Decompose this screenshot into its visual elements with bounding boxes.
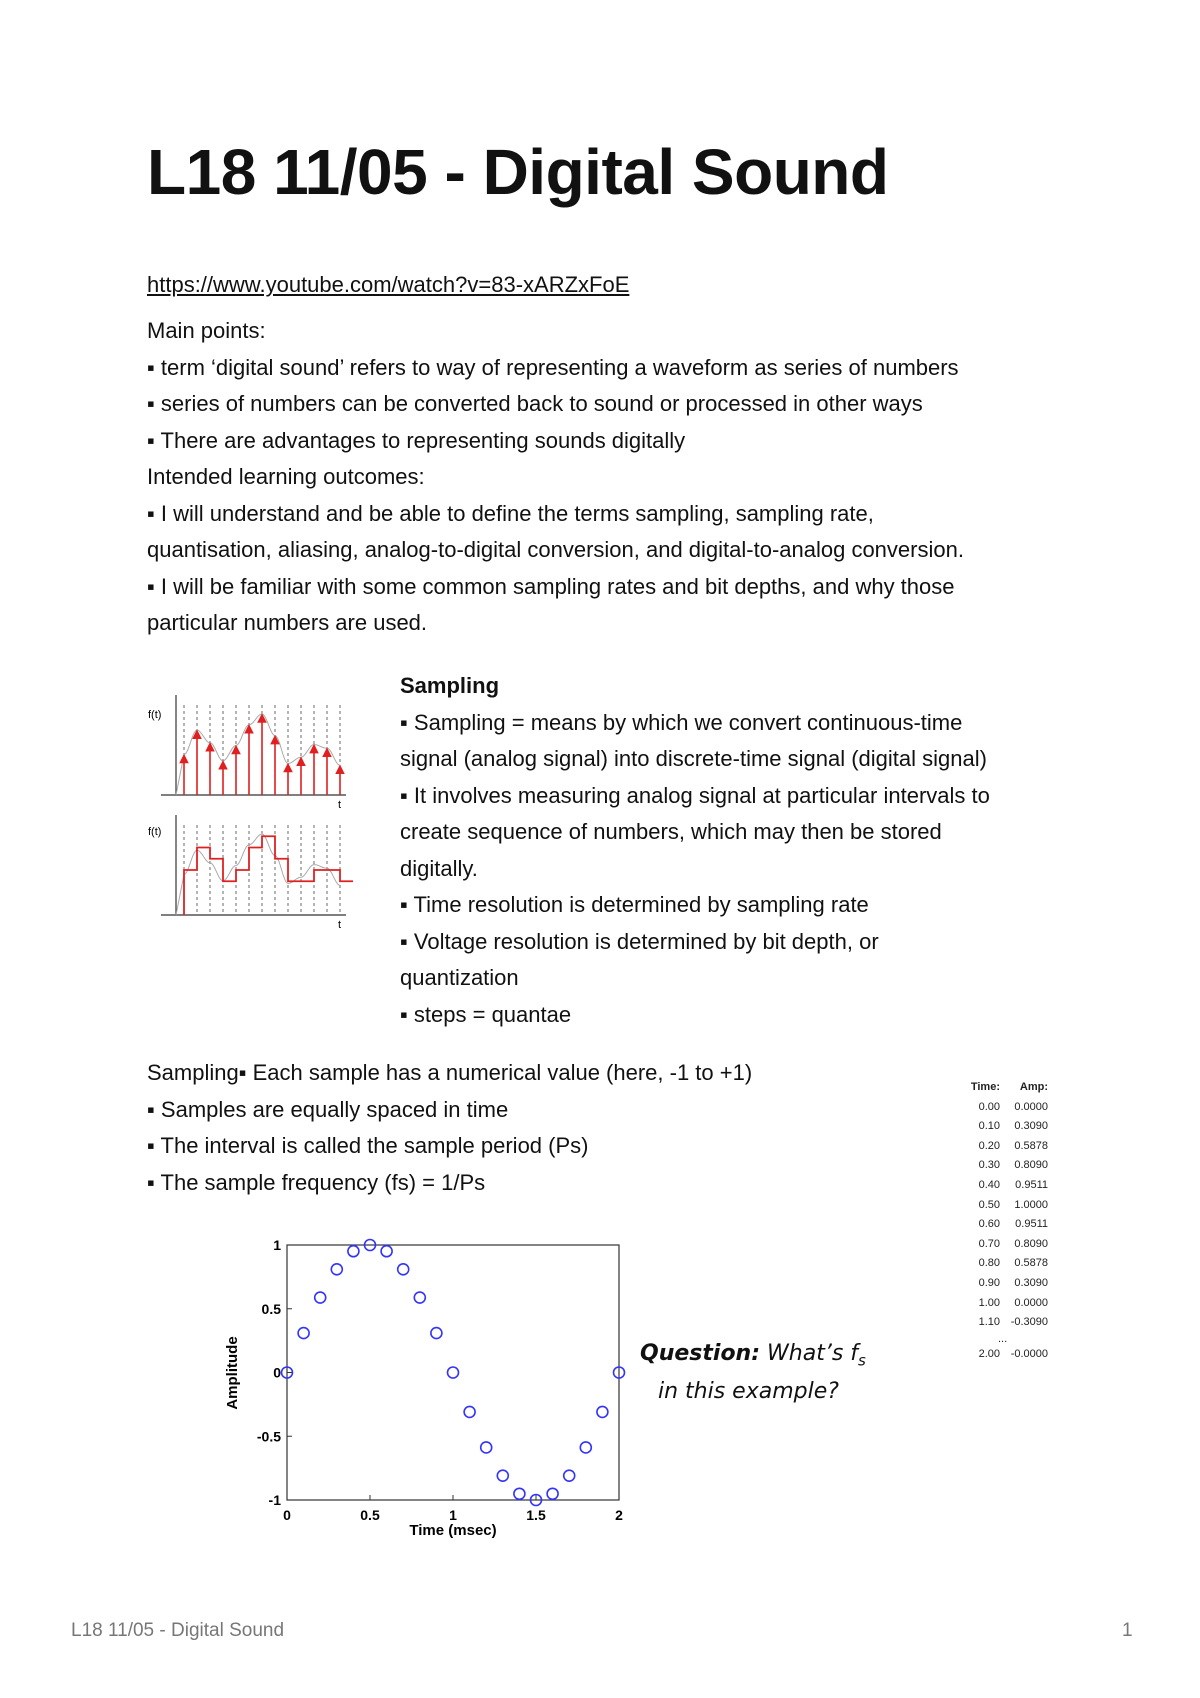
amp-cell: 0.9511 (1015, 1178, 1048, 1191)
chart-ticks (257, 1237, 623, 1523)
sample-line: ▪ Samples are equally spaced in time (147, 1096, 509, 1122)
question-text-a: What’s f (767, 1341, 859, 1366)
table-row (960, 1313, 1048, 1333)
x-axis-label: Time (msec) (409, 1522, 497, 1539)
sampling-line: quantization (400, 965, 519, 990)
question-sub: s (858, 1351, 866, 1370)
y-tick-label: 0 (273, 1364, 281, 1381)
table-row (960, 1098, 1048, 1118)
y-axis-label: Amplitude (224, 1336, 241, 1410)
sampling-line: ▪ Sampling = means by which we convert continuous-time (400, 709, 963, 735)
y-tick-label: -0.5 (256, 1428, 281, 1445)
sample-values-section (147, 1055, 752, 1201)
time-cell: 0.00 (978, 1100, 1000, 1113)
table-row (960, 1196, 1048, 1216)
amp-cell: 0.5878 (1014, 1257, 1048, 1270)
analog-curve (176, 714, 340, 795)
sampled-signal-plot (148, 695, 346, 811)
main-point-item: ▪ There are advantages to representing sounds digitally (147, 427, 686, 453)
outcome-line: particular numbers are used. (147, 610, 428, 635)
sample-line: ▪ The interval is called the sample period (Ps) (147, 1133, 589, 1158)
table-row (960, 1294, 1048, 1314)
top-ylabel: f(t) (148, 709, 162, 721)
data-point (315, 1292, 326, 1303)
sampling-section (400, 668, 990, 1033)
table-ellipsis: ... (998, 1332, 1008, 1345)
question-callout (640, 1338, 866, 1408)
data-point (431, 1328, 442, 1339)
time-amp-table (960, 1078, 1048, 1364)
amp-cell: 0.3090 (1014, 1276, 1048, 1289)
bottom-xlabel: t (338, 919, 342, 930)
bottom-ylabel: f(t) (148, 826, 162, 838)
data-point (497, 1470, 508, 1481)
main-point-item: ▪ term ‘digital sound’ refers to way of representing a waveform as series of numbers (147, 354, 959, 380)
data-point (580, 1442, 591, 1453)
data-point (348, 1246, 359, 1257)
sampling-diagram (146, 690, 356, 930)
question-label: Question: (640, 1341, 761, 1366)
time-header: Time: (970, 1081, 1000, 1093)
sampling-line: ▪ Voltage resolution is determined by bit depth, or (400, 928, 879, 954)
main-points-label: Main points: (147, 318, 266, 343)
time-cell: 0.10 (978, 1120, 1000, 1133)
amp-cell: -0.3090 (1010, 1316, 1048, 1329)
youtube-link[interactable]: https://www.youtube.com/watch?v=83-xARZxFoE (147, 272, 630, 297)
data-point (481, 1442, 492, 1453)
data-point (597, 1406, 608, 1417)
x-tick-label: 0 (283, 1507, 291, 1523)
table-row (960, 1215, 1048, 1235)
sample-line: ▪ The sample frequency (fs) = 1/Ps (147, 1169, 486, 1195)
y-tick-label: 0.5 (261, 1300, 281, 1317)
amp-cell: 0.0000 (1014, 1296, 1048, 1309)
amp-cell: 0.5878 (1014, 1139, 1048, 1152)
table-row (960, 1117, 1048, 1137)
table-row (960, 1156, 1048, 1176)
amp-cell: 0.3090 (1014, 1120, 1048, 1133)
time-cell: 0.20 (978, 1139, 1000, 1152)
time-cell: 0.70 (978, 1237, 1000, 1250)
data-point (564, 1470, 575, 1481)
amp-cell: 1.0000 (1014, 1198, 1048, 1211)
quantized-signal-plot (148, 815, 353, 930)
chart-points (282, 1240, 625, 1506)
main-point-item: ▪ series of numbers can be converted back to sound or processed in other ways (147, 391, 923, 416)
time-cell: 0.80 (978, 1257, 1000, 1270)
table-row (960, 1274, 1048, 1294)
table-row (960, 1176, 1048, 1196)
sampling-line: create sequence of numbers, which may then be stored (400, 819, 942, 844)
sampling-line: signal (analog signal) into discrete-time signal (digital signal) (400, 746, 987, 771)
quantized-staircase (184, 836, 353, 915)
table-header (960, 1078, 1048, 1098)
sampling-heading: Sampling (400, 673, 500, 698)
amp-header: Amp: (1019, 1081, 1048, 1093)
outcome-line: ▪ I will understand and be able to define the terms sampling, sampling rate, (147, 500, 874, 526)
amp-cell: 0.8090 (1014, 1159, 1048, 1172)
data-point (514, 1488, 525, 1499)
data-point (298, 1328, 309, 1339)
outcomes-label: Intended learning outcomes: (147, 464, 425, 489)
page-number: 1 (1122, 1620, 1133, 1641)
data-point (547, 1488, 558, 1499)
time-cell: 0.90 (978, 1276, 1000, 1289)
amp-cell: -0.0000 (1010, 1347, 1048, 1360)
outcome-line: ▪ I will be familiar with some common sampling rates and bit depths, and why those (147, 573, 955, 599)
sampling-line: ▪ It involves measuring analog signal at particular intervals to (400, 782, 990, 808)
x-tick-label: 0.5 (360, 1507, 380, 1523)
sampling-line: ▪ steps = quantae (400, 1001, 572, 1027)
table-row (960, 1254, 1048, 1274)
plot-frame (287, 1245, 619, 1500)
footer-title: L18 11/05 - Digital Sound (71, 1620, 285, 1641)
x-tick-label: 2 (615, 1507, 623, 1523)
top-xlabel: t (338, 799, 342, 811)
time-cell: 0.40 (978, 1178, 1000, 1191)
y-tick-label: -1 (268, 1492, 281, 1508)
outcome-line: quantisation, aliasing, analog-to-digital conversion, and digital-to-analog conversion. (147, 537, 964, 562)
data-point (464, 1406, 475, 1417)
time-cell: 0.30 (978, 1159, 1000, 1172)
time-cell: 0.50 (978, 1198, 1000, 1211)
table-row (960, 1137, 1048, 1157)
table-row (960, 1235, 1048, 1255)
sampling-line: ▪ Time resolution is determined by sampling rate (400, 892, 869, 917)
table-row (960, 1345, 1048, 1365)
question-text-b: in this example? (658, 1379, 839, 1405)
time-cell: 1.00 (978, 1296, 1000, 1309)
time-cell: 1.10 (978, 1316, 1000, 1329)
x-tick-label: 1.5 (526, 1507, 546, 1523)
data-point (414, 1292, 425, 1303)
y-tick-label: 1 (273, 1237, 281, 1253)
data-point (398, 1264, 409, 1275)
amp-cell: 0.0000 (1014, 1100, 1048, 1113)
time-cell: 2.00 (978, 1347, 1000, 1360)
sampling-line: digitally. (400, 855, 478, 881)
amplitude-chart (215, 1225, 635, 1545)
x-tick-label: 1 (449, 1507, 457, 1523)
amp-cell: 0.8090 (1014, 1237, 1048, 1250)
page-title: L18 11/05 - Digital Sound (147, 136, 889, 208)
sample-line: Sampling▪ Each sample has a numerical value (here, -1 to +1) (147, 1060, 753, 1085)
amp-cell: 0.9511 (1015, 1218, 1048, 1231)
data-point (448, 1367, 459, 1378)
table-body (960, 1098, 1048, 1333)
analog-curve (176, 834, 340, 915)
time-cell: 0.60 (978, 1218, 1000, 1231)
data-point (331, 1264, 342, 1275)
data-point (381, 1246, 392, 1257)
intro-section (147, 313, 964, 642)
